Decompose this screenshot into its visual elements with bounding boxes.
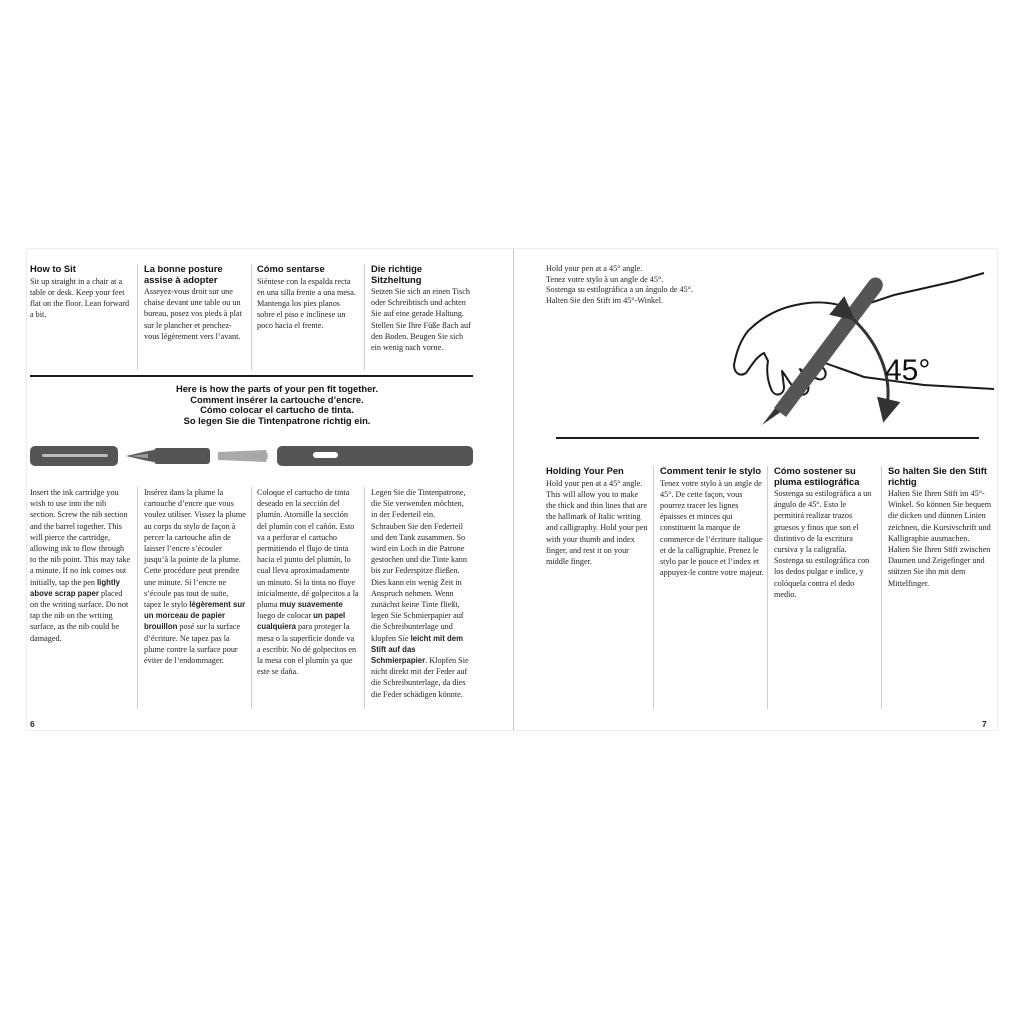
how-to-sit-de-body: Setzen Sie sich an einen Tisch oder Schreibtisch und achten Sie auf eine gerade Haltung. Stellen Sie Ihre Füße flach auf den Boden. Beugen Sie sich ein wenig nach vorne.: [371, 287, 471, 353]
nib-section-icon: [126, 448, 210, 464]
holding-fr-body: Tenez votre stylo à un angle de 45°. De cette façon, vous pourrez tracer les lignes épaisses et minces qui constituent la marque de commerce de l’écriture italique et de la calligraphie. Prenez le stylo par le pouce et l’index et appuyez-le contre votre majeur.: [660, 478, 764, 578]
cartridge-de: [371, 487, 471, 700]
column-divider: [251, 264, 252, 370]
page-number-right: 7: [982, 719, 987, 729]
pen-cap-icon: [30, 446, 118, 466]
cartridge-fr-text: Insérez dans la plume la cartouche d’encre que vous voulez utiliser. Vissez la plume au corps du stylo de façon à percer la cartouche afin de laisser l’encre s’écouler jusqu’à la pointe de la plume. Cette procédure peut prendre une minute. Si l’encre ne s’écoule pas tout de suite, tapez le stylo: [144, 488, 246, 610]
holding-en-title: Holding Your Pen: [546, 465, 624, 476]
pen-parts-heading-en: Here is how the parts of your pen fit together.: [175, 383, 379, 394]
column-divider: [653, 466, 654, 709]
holding-es: [774, 466, 878, 600]
booklet-spread: [27, 249, 997, 730]
cartridge-fr: [144, 487, 246, 666]
holding-es-body: Sostenga su estilográfica a un ángulo de 45°. Esto le permitirá realizar trazos gruesos y finos que son el distintivo de la escritura cursiva y la caligrafía. Sostenga su estilográfica con los dedos pulgar e índice, y colóquela contra el dedo medio.: [774, 489, 872, 599]
holding-en: [546, 466, 650, 567]
column-divider: [364, 487, 365, 709]
holding-fr: [660, 466, 764, 578]
angle-caption-de: Halten Sie den Stift im 45°-Winkel.: [546, 295, 664, 305]
cartridge-es-bold: muy suavemente: [279, 600, 343, 610]
pen-parts-heading-de: So legen Sie die Tintenpatrone richtig ein.: [183, 414, 371, 426]
holding-fr-title: Comment tenir le stylo: [660, 465, 762, 476]
column-divider: [881, 466, 882, 709]
how-to-sit-fr-body: Asseyez-vous droit sur une chaise devant une table ou un bureau, posez vos pieds à plat sur le plancher et penchez-vous légèrement vers l’avant.: [144, 287, 242, 341]
how-to-sit-de-title: Die richtige Sitzheltung: [371, 263, 423, 285]
angle-caption-fr: Tenez votre stylo à un angle de 45°.: [546, 274, 664, 284]
how-to-sit-en: [30, 264, 132, 320]
column-divider: [767, 466, 768, 709]
left-page: [27, 249, 514, 730]
cartridge-es: [257, 487, 359, 677]
column-divider: [251, 487, 252, 709]
cartridge-en-bold: lightly above scrap paper: [30, 577, 120, 598]
how-to-sit-en-body: Sit up straight in a chair at a table or desk. Keep your feet flat on the floor. Lean forward a bit.: [30, 276, 130, 320]
angle-caption-en: Hold your pen at a 45° angle.: [546, 264, 643, 273]
pen-parts-illustration: [30, 443, 476, 469]
angle-label: 45°: [885, 354, 931, 387]
how-to-sit-de: [371, 264, 471, 353]
column-divider: [137, 264, 138, 370]
cartridge-en-text-end: placed on the writing surface. Do not tap the nib on the writing surface, as the nib could be damaged.: [30, 588, 129, 643]
holding-de-body: Halten Sie Ihren Stift im 45°-Winkel. So können Sie bequem die dicken und dünnen Linien zeichnen, die Kursivschrift und Kalligraphie ausmachen. Halten Sie Ihren Stift zwischen Daumen und Zeigefinger und stützen Sie ihn mit dem Mittelfinger.: [888, 489, 992, 588]
pen-parts-heading: [117, 384, 437, 426]
pen-parts-heading-es: Cómo colocar el cartucho de tinta.: [200, 404, 354, 416]
page-number-left: 6: [30, 719, 35, 729]
pen-barrel-icon: [277, 446, 473, 466]
holding-de: [888, 466, 992, 589]
cartridge-es-text-mid: luego de colocar: [257, 611, 314, 621]
how-to-sit-es-title: Cómo sentarse: [257, 263, 325, 274]
pen-parts-heading-fr: Comment insérer la cartouche d’encre.: [190, 393, 364, 405]
cartridge-de-text-end: . Klopfen Sie nicht direkt mit der Feder auf die Schreibunterlage, da dies die Feder schädigen könnte.: [371, 656, 469, 699]
cartridge-fr-bold: légèrement sur un morceau de papier brouillon: [144, 600, 246, 632]
how-to-sit-fr-title: La bonne posture assise à adopter: [144, 263, 223, 285]
hand-holding-pen-illustration: [664, 261, 994, 441]
cartridge-es-text: Coloque el cartucho de tinta deseado en la sección del plumín. Atornille la sección del plumín con el cañón. Esto va a perforar el cartucho permitiendo el flujo de tinta hacia el punto del plumín, lo cual lleva aproximadamente un minuto. Si la tinta no fluye inicialmente, dé golpecitos a la pluma: [257, 488, 359, 610]
how-to-sit-fr: [144, 264, 246, 342]
cartridge-es-bold-2: un papel cualquiera: [257, 611, 346, 632]
cartridge-de-text: Legen Sie die Tintenpatrone, die Sie verwenden möchten, in der Federteil ein. Schrauben Sie den Federteil und den Tank zusammen. So wird ein Loch in die Patrone gestochen und die Tinte kann bis zur Federspitze fließen. Dies kann ein wenig Zeit in Anspruch nehmen. Wenn zunächst keine Tinte fließt, legen Sie Schmierpapier auf die Schreibunterlage und klopfen Sie: [371, 488, 467, 643]
ink-cartridge-icon: [218, 450, 268, 462]
cartridge-en-text: Insert the ink cartridge you wish to use into the nib section. Screw the nib section and the barrel together. This will pierce the cartridge, allowing ink to flow through to the nib point. This may take a minute. If no ink comes out initially, tap the pen: [30, 488, 131, 587]
how-to-sit-es-body: Siéntese con la espalda recta en una silla frente a una mesa. Mantenga los pies planos sobre el piso e inclínese un poco hacia el frente.: [257, 276, 356, 331]
how-to-sit-en-title: How to Sit: [30, 263, 76, 274]
right-page: [514, 249, 997, 730]
cartridge-en: [30, 487, 132, 644]
holding-de-title: So halten Sie den Stift richtig: [888, 465, 987, 487]
column-divider: [364, 264, 365, 370]
table-line: [556, 437, 979, 439]
cartridge-de-bold: leicht mit dem Stift auf das Schmierpapier: [371, 633, 464, 666]
angle-caption-es: Sostenga su estilográfica a un ángulo de 45°.: [546, 285, 693, 295]
holding-en-body: Hold your pen at a 45° angle. This will allow you to make the thick and thin lines that are the hallmark of Italic writing and calligraphy. Hold your pen with your thumb and index finger, and rest it on your middle finger.: [546, 478, 648, 566]
column-divider: [137, 487, 138, 709]
how-to-sit-es: [257, 264, 359, 332]
cartridge-fr-text-end: posé sur la surface d’écriture. Ne tapez pas la plume contre la surface pour éviter de l’endommager.: [144, 622, 241, 666]
section-rule: [30, 375, 473, 377]
cartridge-es-text-end: para proteger la mesa o la superficie donde va a escribir. No dé golpecitos en la mesa con el plumín ya que este se daña.: [257, 622, 357, 677]
holding-es-title: Cómo sostener su pluma estilográfica: [774, 465, 860, 487]
